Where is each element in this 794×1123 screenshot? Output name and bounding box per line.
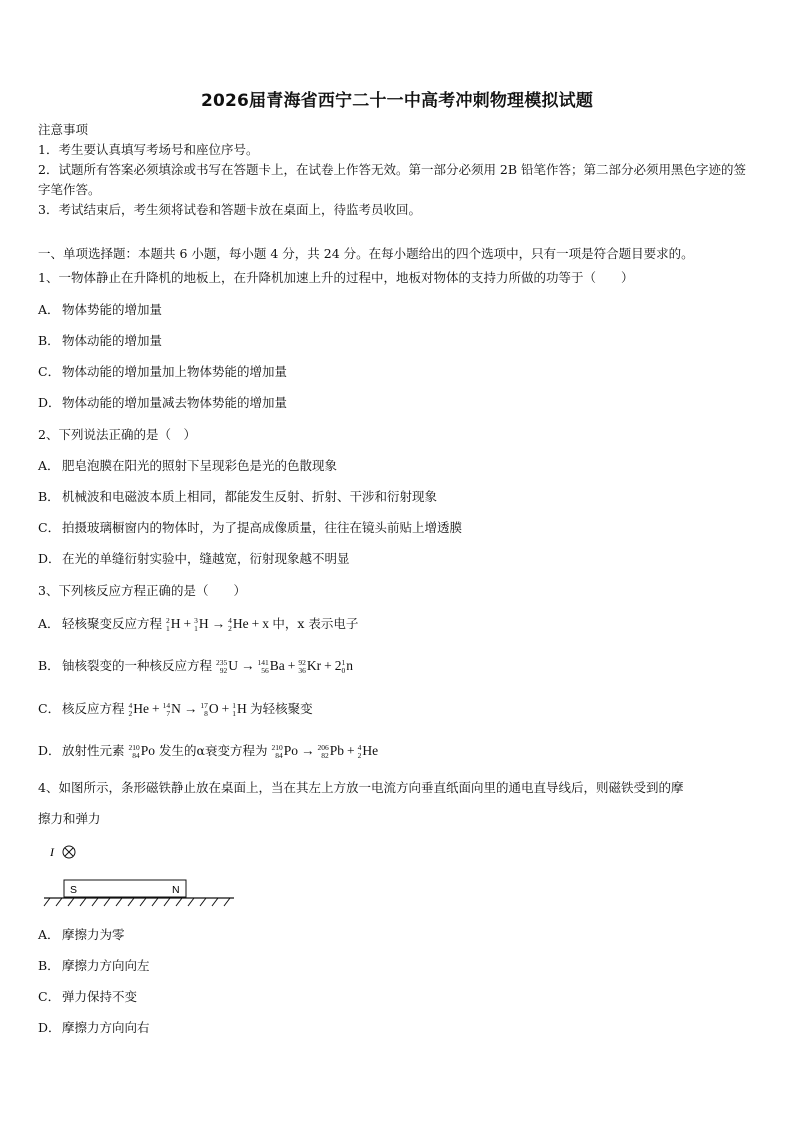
question-4-stem-line2: 擦力和弹力 xyxy=(38,811,101,826)
question-4-option-c: C． 弹力保持不变 xyxy=(38,989,138,1004)
question-2-option-d: D．在光的单缝衍射实验中，缝越宽，衍射现象越不明显 xyxy=(38,551,350,566)
question-3-option-a: A． 轻核聚变反应方程 2 1 H + 3 1 H → 4 2 He + x 中，x 表示电子 xyxy=(38,616,359,633)
question-4-option-b: B． 摩擦力方向向左 xyxy=(38,958,150,973)
question-2-option-c: C． 拍摄玻璃橱窗内的物体时，为了提高成像质量，往往在镜头前贴上增透膜 xyxy=(38,520,463,535)
north-pole-label: N xyxy=(172,884,180,896)
equation-a: 2 1 H + 3 1 H → 4 2 He + x xyxy=(166,616,273,633)
magnet-figure xyxy=(38,838,238,918)
equation-b: 235 92 U → 141 56 Ba + 92 36 Kr + 2 1 0 n xyxy=(216,658,353,675)
question-1-option-c: C． 物体动能的增加量加上物体势能的增加量 xyxy=(38,364,288,379)
question-1-option-b: B． 物体动能的增加量 xyxy=(38,333,163,348)
current-label: I xyxy=(50,845,54,859)
notice-heading: 注意事项 xyxy=(38,122,89,137)
question-1-option-d: D．物体动能的增加量减去物体势能的增加量 xyxy=(38,395,288,410)
question-3-option-c: C． 核反应方程 4 2 He + 14 7 N → 17 8 O + 1 1 H 为轻核聚变 xyxy=(38,701,313,718)
section-heading: 一、单项选择题：本题共 6 小题，每小题 4 分，共 24 分。在每小题给出的四个选项中，只有一项是符合题目要求的。 xyxy=(38,246,694,261)
question-2-option-a: A． 肥皂泡膜在阳光的照射下呈现彩色是光的色散现象 xyxy=(38,458,338,473)
question-3-stem: 3、下列核反应方程正确的是（ ） xyxy=(38,583,246,598)
notice-item: 3．考试结束后，考生须将试卷和答题卡放在桌面上，待监考员收回。 xyxy=(38,202,421,217)
notice-block xyxy=(38,120,758,220)
question-2-option-b: B． 机械波和电磁波本质上相同，都能发生反射、折射、干涉和衍射现象 xyxy=(38,489,438,504)
question-4-stem-line1: 4、如图所示，条形磁铁静止放在桌面上，当在其左上方放一电流方向垂直纸面向里的通电直导线后，则磁铁受到的摩 xyxy=(38,780,684,795)
question-4-option-a: A． 摩擦力为零 xyxy=(38,927,125,942)
question-2-stem: 2、下列说法正确的是（ ） xyxy=(38,427,196,442)
question-4-option-d: D．摩擦力方向向右 xyxy=(38,1020,150,1035)
question-1-stem: 1、一物体静止在升降机的地板上，在升降机加速上升的过程中，地板对物体的支持力所做的功等于（ ） xyxy=(38,270,634,285)
notice-item: 2．试题所有答案必须填涂或书写在答题卡上，在试卷上作答无效。第一部分必须用 2B 铅笔作答；第二部分必须用黑色字迹的签字笔作答。 xyxy=(38,162,747,197)
notice-item: 1．考生要认真填写考场号和座位序号。 xyxy=(38,142,259,157)
question-3-option-b: B． 铀核裂变的一种核反应方程 235 92 U → 141 56 Ba + 92 36 Kr + 2 1 0 n xyxy=(38,658,353,675)
equation-d: 210 84 Po → 206 82 Pb + 4 2 He xyxy=(271,743,379,760)
south-pole-label: S xyxy=(70,884,78,896)
question-3-option-d: D．放射性元素 210 84 Po 发生的α衰变方程为 210 84 Po → 206 82 Pb + 4 2 He xyxy=(38,743,379,760)
equation-c: 4 2 He + 14 7 N → 17 8 O + 1 1 H xyxy=(128,701,251,718)
page-title: 2026届青海省西宁二十一中高考冲刺物理模拟试题 xyxy=(200,91,594,111)
question-1-option-a: A． 物体势能的增加量 xyxy=(38,302,163,317)
bar-magnet xyxy=(64,880,186,897)
table-hatching xyxy=(44,898,230,906)
